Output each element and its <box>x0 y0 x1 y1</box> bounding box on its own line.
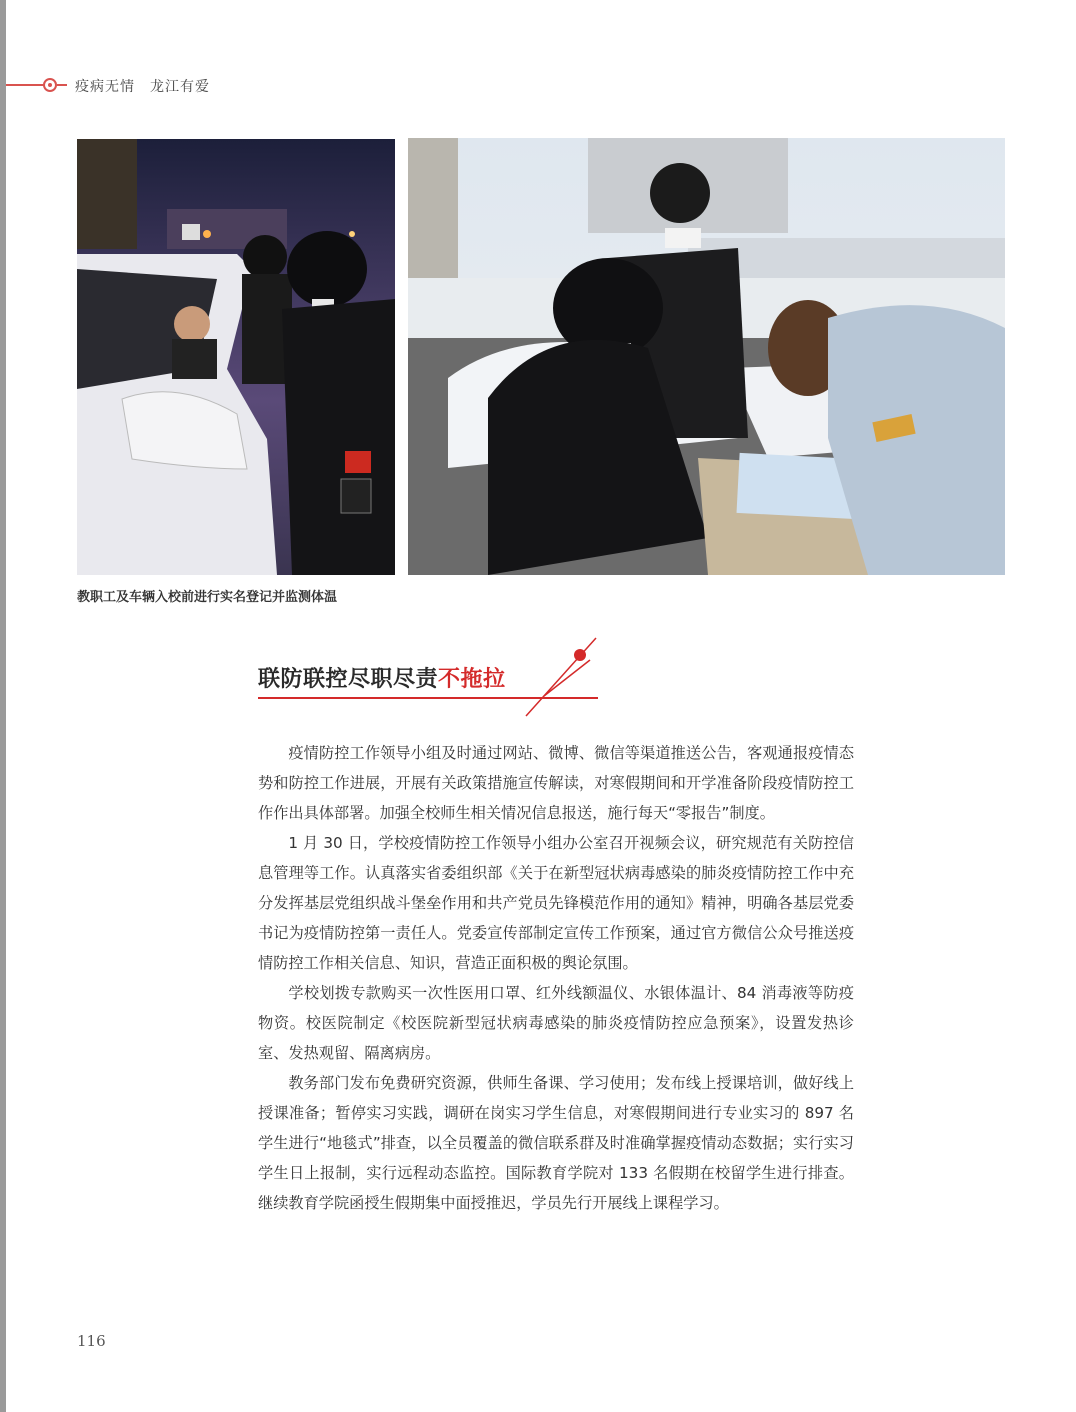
paragraph: 1 月 30 日，学校疫情防控工作领导小组办公室召开视频会议，研究规范有关防控信息管理等工作。认真落实省委组织部《关于在新型冠状病毒感染的肺炎疫情防控工作中充分发挥基层党组织战斗堡垒作用和共产党员先锋模范作用的通知》精神，明确各基层党委书记为疫情防控第一责任人。党委宣传部制定宣传工作预案，通过官方微信公众号推送疫情防控工作相关信息、知识，营造正面积极的舆论氛围。 <box>258 834 854 972</box>
section-heading-accent: 不拖拉 <box>438 667 506 692</box>
registration-desk-photo <box>408 138 1005 575</box>
article-body <box>258 738 854 1218</box>
checkpoint-car-photo <box>77 139 395 575</box>
photo-caption: 教职工及车辆入校前进行实名登记并监测体温 <box>77 590 338 605</box>
paragraph: 教务部门发布免费研究资源，供师生备课、学习使用；发布线上授课培训，做好线上授课准备；暂停实习实践，调研在岗实习学生信息，对寒假期间进行专业实习的 897 名学生进行“地毯式”排查，以全员覆盖的微信联系群及时准确掌握疫情动态数据；实行实习学生日上报制，实行远程动态监控。国际教育学院对 133 名假期在校留学生进行排查。继续教育学院函授生假期集中面授推迟，学员先行开展线上课程学习。 <box>258 1074 854 1212</box>
paragraph: 学校划拨专款购买一次性医用口罩、红外线额温仪、水银体温计、84 消毒液等防疫物资。校医院制定《校医院新型冠状病毒感染的肺炎疫情防控应急预案》，设置发热诊室、发热观留、隔离病房。 <box>258 984 854 1062</box>
paragraph: 疫情防控工作领导小组及时通过网站、微博、微信等渠道推送公告，客观通报疫情态势和防控工作进展，开展有关政策措施宣传解读，对寒假期间和开学准备阶段疫情防控工作作出具体部署。加强全校师生相关情况信息报送，施行每天“零报告”制度。 <box>258 744 854 822</box>
header-rule-short <box>57 84 67 86</box>
running-header: 疫病无情 龙江有爱 <box>75 79 210 95</box>
heading-slash-decoration-icon <box>520 636 610 720</box>
section-heading <box>258 662 506 693</box>
header-rule <box>6 84 44 86</box>
section-heading-main: 联防联控尽职尽责 <box>258 667 439 692</box>
page-number: 116 <box>77 1332 106 1350</box>
header-bullet-icon <box>43 78 57 92</box>
page-edge <box>0 0 6 1412</box>
